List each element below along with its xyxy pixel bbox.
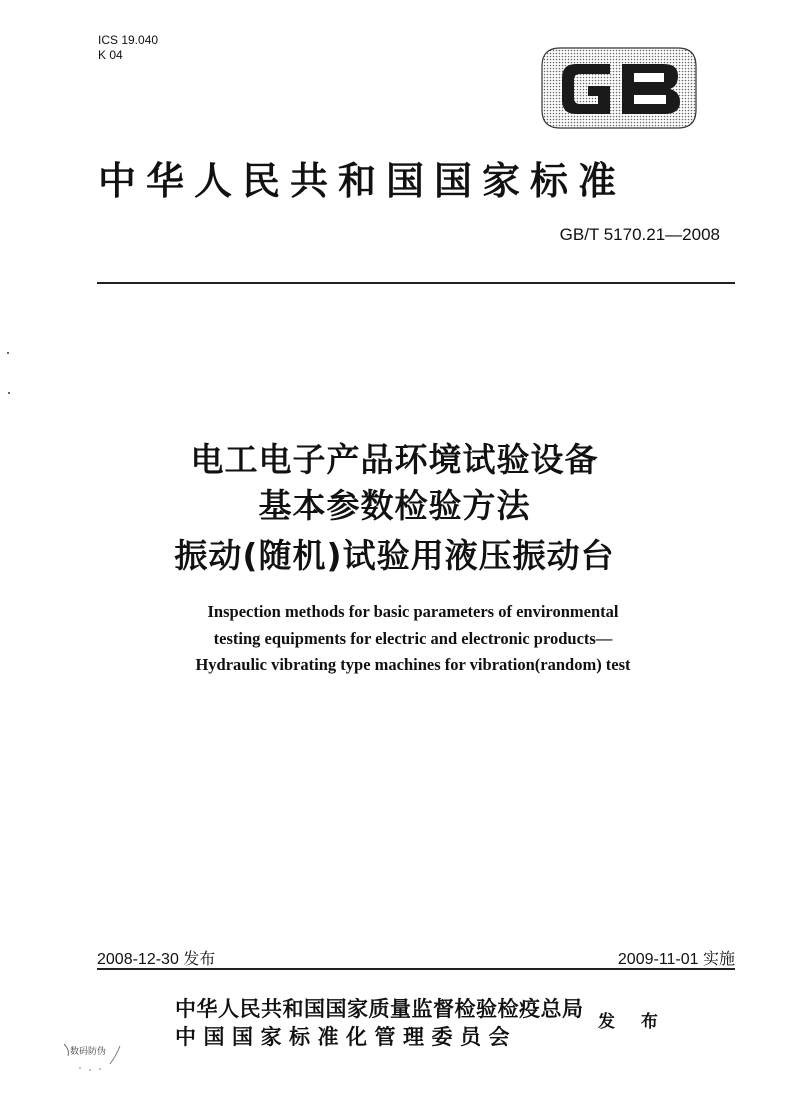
ics-code: ICS 19.040 — [98, 33, 159, 47]
gb-logo — [540, 46, 698, 130]
national-standard-title: 中华人民共和国国家标准 — [98, 158, 627, 203]
scan-speck — [7, 352, 9, 354]
stamp-text: 数码防伪 — [70, 1047, 107, 1057]
title-en-line-3: Hydraulic vibrating type machines for vibration(random) test — [195, 655, 631, 674]
issue-date: 2008-12-30 发布 — [97, 951, 216, 968]
anti-counterfeit-stamp — [60, 1036, 130, 1076]
publish-label: 发 布 — [598, 1012, 668, 1032]
title-cn-line-1: 电工电子产品环境试验设备 — [190, 440, 599, 479]
title-en-line-2: testing equipments for electric and electronic products— — [213, 629, 613, 648]
title-en-line-1: Inspection methods for basic parameters of environmental — [207, 602, 619, 621]
title-cn-line-2: 基本参数检验方法 — [258, 486, 531, 525]
category-code: K 04 — [98, 48, 123, 62]
standard-number: GB/T 5170.21—2008 — [559, 225, 720, 244]
bottom-divider — [97, 968, 735, 970]
issuer-sac: 中国国家标准化管理委员会 — [175, 1024, 517, 1049]
implementation-date: 2009-11-01 实施 — [617, 951, 735, 968]
issuer-aqsiq: 中华人民共和国国家质量监督检验检疫总局 — [175, 996, 584, 1021]
top-divider — [97, 282, 735, 284]
classification-codes — [98, 33, 158, 63]
title-cn-line-3: 振动(随机)试验用液压振动台 — [174, 536, 615, 575]
scan-speck — [8, 392, 10, 394]
